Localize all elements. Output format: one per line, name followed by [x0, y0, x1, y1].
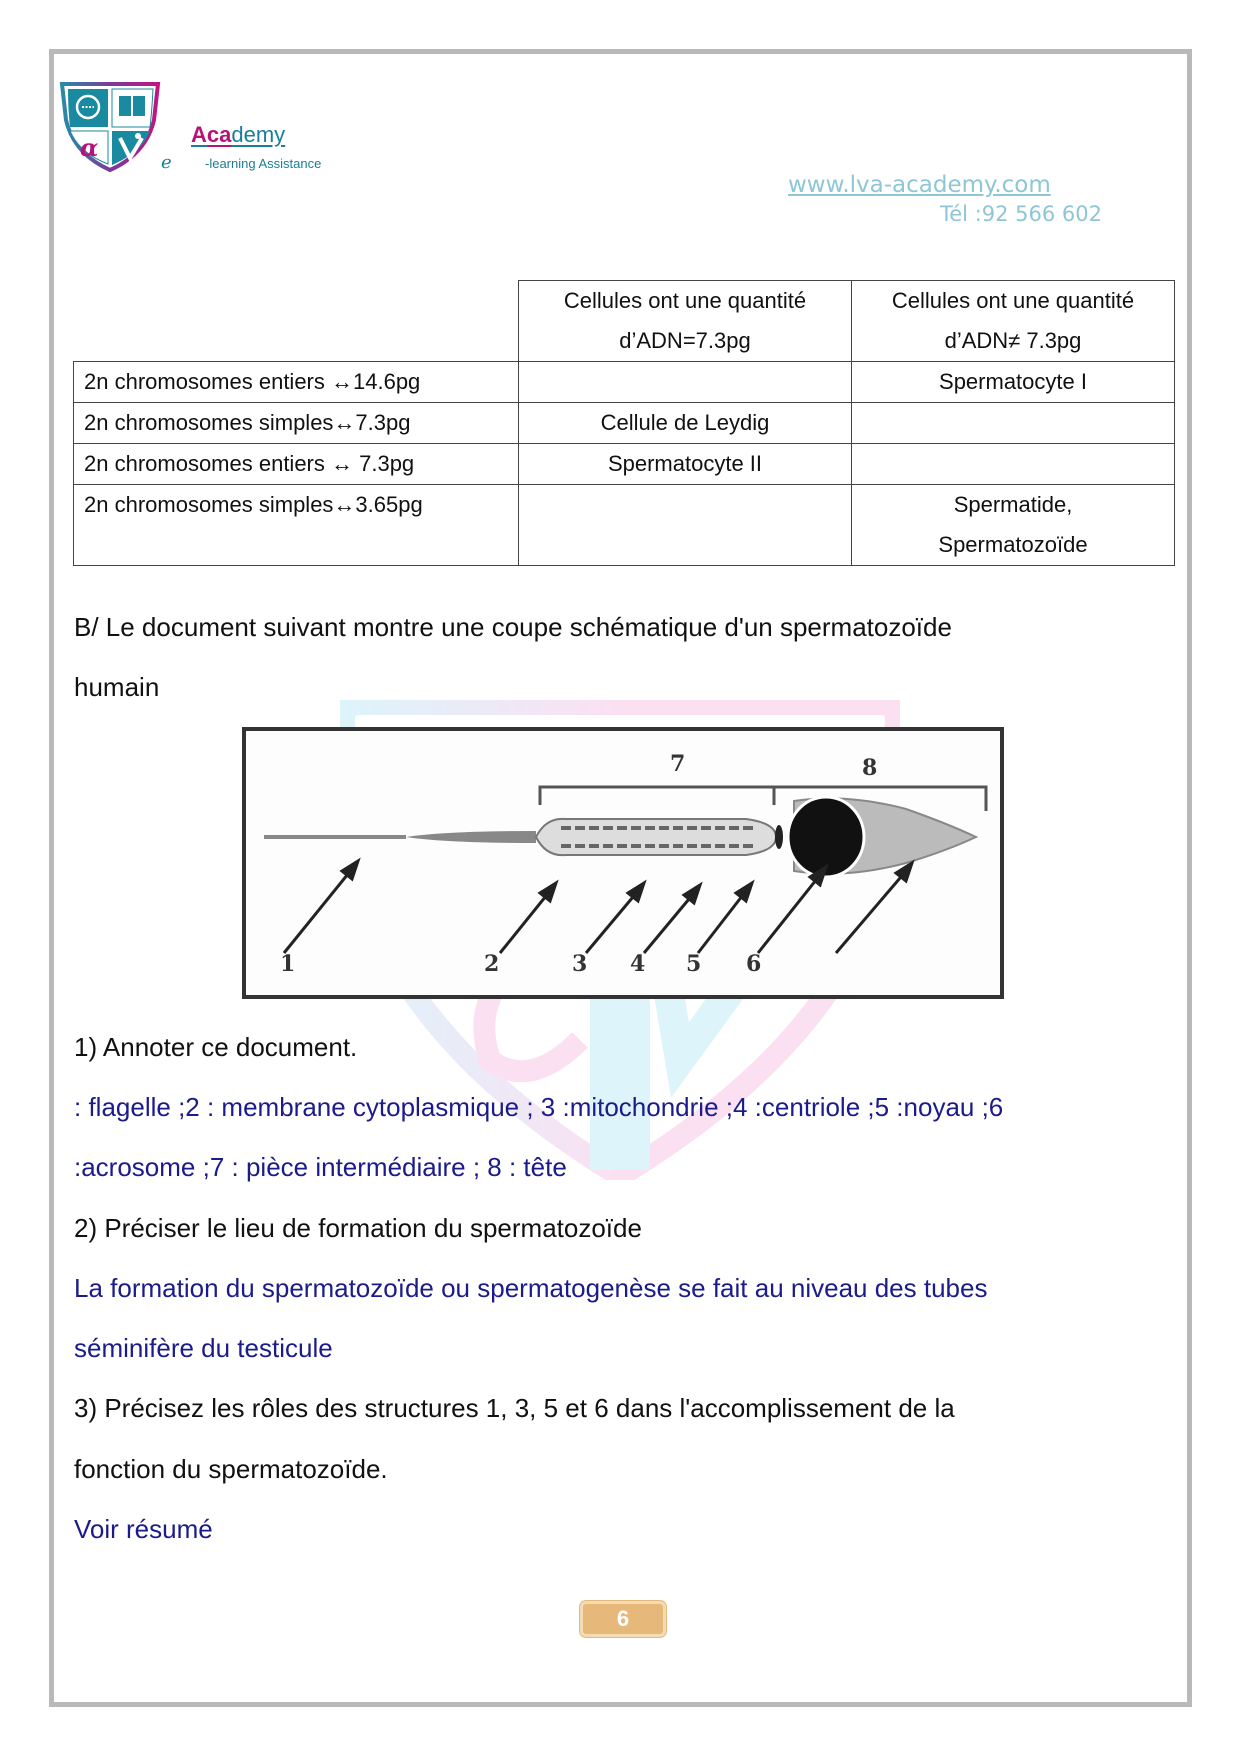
- spermatozoon-diagram: [242, 727, 1004, 999]
- cell-dna-equal: [519, 362, 852, 403]
- diagram-label-8: 8: [862, 755, 878, 781]
- phone-number: Tél :92 566 602: [940, 202, 1103, 226]
- row-label: 2n chromosomes entiers ↔ 7.3pg: [74, 444, 519, 485]
- page-number-badge: 6: [580, 1601, 666, 1637]
- diagram-label-6: 6: [746, 951, 762, 977]
- brand-e-letter: e: [161, 152, 172, 173]
- table-header-row: [74, 281, 1175, 362]
- table-corner-cell: [74, 281, 519, 362]
- section-b-intro-line2: humain: [74, 672, 160, 702]
- question-3-line1: 3) Précisez les rôles des structures 1, 3, 5 et 6 dans l'accomplissement de la: [74, 1393, 955, 1423]
- header-cell-dna-equal: [519, 281, 852, 362]
- answer-2-line2: séminifère du testicule: [74, 1333, 333, 1363]
- header-line: d’ADN=7.3pg: [619, 328, 751, 353]
- header-line: d’ADN≠ 7.3pg: [944, 328, 1082, 353]
- cell-line: Spermatozoïde: [938, 532, 1088, 557]
- cell-dna-equal: [519, 485, 852, 566]
- row-label: 2n chromosomes simples↔7.3pg: [74, 403, 519, 444]
- answer-2-line1: La formation du spermatozoïde ou spermatogenèse se fait au niveau des tubes: [74, 1273, 988, 1303]
- brand-name[interactable]: Academy: [191, 122, 286, 147]
- cell-line: Spermatide,: [953, 492, 1073, 517]
- section-b-intro-line1: B/ Le document suivant montre une coupe schématique d'un spermatozoïde: [74, 612, 952, 642]
- answer-1-line1: : flagelle ;2 : membrane cytoplasmique ; 3 :mitochondrie ;4 :centriole ;5 :noyau ;6: [74, 1092, 1004, 1122]
- website-link[interactable]: www.lva-academy.com: [788, 172, 1051, 198]
- answer-3[interactable]: Voir résumé: [74, 1514, 213, 1544]
- row-label: 2n chromosomes simples↔3.65pg: [74, 485, 519, 566]
- table-row: [74, 362, 1175, 403]
- header-line: Cellules ont une quantité: [891, 288, 1135, 313]
- academy-logo: [58, 80, 164, 172]
- brand-tagline: -learning Assistance: [205, 156, 322, 171]
- svg-text:α: α: [80, 133, 99, 162]
- question-3-line2: fonction du spermatozoïde.: [74, 1454, 388, 1484]
- cell-dna-not-equal: Spermatocyte I: [852, 362, 1175, 403]
- row-label: 2n chromosomes entiers ↔14.6pg: [74, 362, 519, 403]
- table-row: [74, 485, 1175, 566]
- table-row: [74, 403, 1175, 444]
- diagram-label-2: 2: [484, 951, 500, 977]
- diagram-label-7: 7: [670, 751, 686, 777]
- cell-dna-not-equal: [852, 485, 1175, 566]
- question-2: 2) Préciser le lieu de formation du spermatozoïde: [74, 1213, 642, 1243]
- diagram-label-4: 4: [630, 951, 646, 977]
- diagram-label-1: 1: [280, 951, 296, 977]
- cell-dna-equal: Cellule de Leydig: [519, 403, 852, 444]
- header-cell-dna-not-equal: [852, 281, 1175, 362]
- table-row: [74, 444, 1175, 485]
- answer-1-line2: :acrosome ;7 : pièce intermédiaire ; 8 : tête: [74, 1152, 567, 1182]
- question-1: 1) Annoter ce document.: [74, 1032, 358, 1062]
- cell-dna-not-equal: [852, 403, 1175, 444]
- cell-dna-equal: Spermatocyte II: [519, 444, 852, 485]
- header-line: Cellules ont une quantité: [563, 288, 807, 313]
- dna-quantity-table: [73, 280, 1175, 566]
- diagram-label-5: 5: [686, 951, 702, 977]
- diagram-label-3: 3: [572, 951, 588, 977]
- cell-dna-not-equal: [852, 444, 1175, 485]
